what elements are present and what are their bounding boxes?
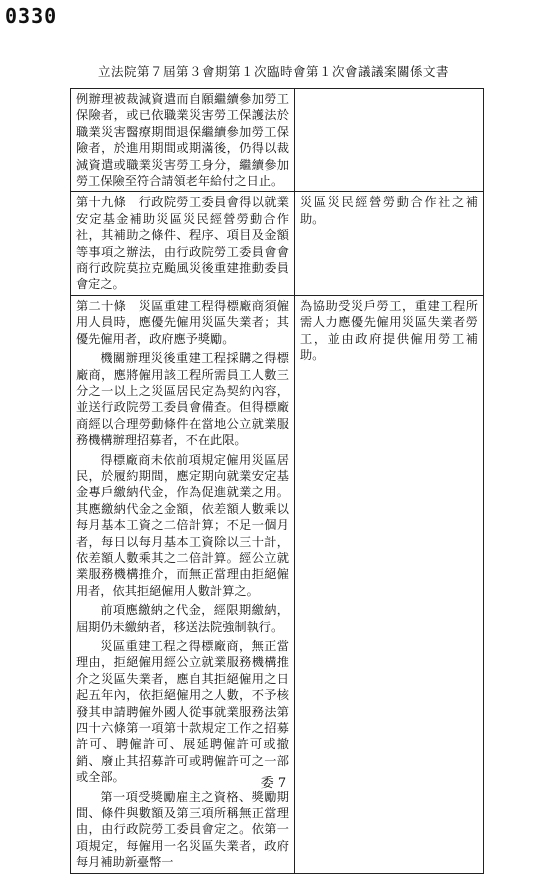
- provision-cell: [71, 89, 295, 192]
- article-19-text: 第十九條 行政院勞工委員會得以就業安定基金補助災區災民經營勞動合作社，其補助之條件、程序、項目及金額等事項之辦法，由行政院勞工委員會會商行政院莫拉克颱風災後重建推動委員會定之。: [76, 195, 289, 292]
- article-19-explanation: 災區災民經營勞動合作社之補助。: [300, 195, 478, 226]
- table-row: [71, 89, 484, 192]
- provision-cell: [71, 192, 295, 295]
- document-header: 立法院第７屆第３會期第１次臨時會第１次會議議案關係文書: [97, 64, 449, 79]
- article-20-explanation: 為協助受災戶勞工，重建工程所需人力應優先僱用災區失業者勞工，並由政府提供僱用勞工補助。: [300, 298, 478, 363]
- explanation-cell: [295, 192, 484, 295]
- provisions-table: [70, 88, 484, 874]
- explanation-cell: [295, 89, 484, 192]
- article-20-paragraph-6: 第一項受獎勵雇主之資格、獎勵期間、條件與數額及第三項所稱無正當理由，由行政院勞工委員會定之。依第一項規定，每僱用一名災區失業者，政府每月補助新臺幣一: [76, 789, 289, 870]
- article-20-paragraph-2: 機關辦理災後重建工程採購之得標廠商，應將僱用該工程所需員工人數三分之一以上之災區居民定為契約內容，並送行政院勞工委員會備查。但得標廠商經以合理勞動條件在當地公立就業服務機構辦理招募者，不在此限。: [76, 351, 289, 448]
- table-row: [71, 192, 484, 295]
- page-number: 0330: [5, 4, 58, 28]
- provision-text: 例辦理被裁減資遣而自願繼續參加勞工保險者，或已依職業災害勞工保護法於職業災害醫療期間退保繼續參加勞工保險者，於進用期間或期滿後，仍得以裁減資遣或職業災害勞工身分，繼續參加勞工保險至符合請領老年給付之日止。: [76, 92, 289, 189]
- article-20-paragraph-5: 災區重建工程之得標廠商，無正當理由，拒絕僱用經公立就業服務機構推介之災區失業者，應自其拒絕僱用之日起五年內，依拒絕僱用之人數，不予核發其申請聘僱外國人從事就業服務法第四十六條第一項第十款規定工作之招募許可、聘僱許可、展延聘僱許可或撤銷、廢止其招募許可或聘僱許可之一部或全部。: [76, 639, 289, 785]
- article-20-paragraph-3: 得標廠商未依前項規定僱用災區居民，於履約期間，應定期向就業安定基金專戶繳納代金，作為促進就業之用。其應繳納代金之金額，依差額人數乘以每月基本工資之二倍計算；不足一個月者，每日以每月基本工資除以三十計，依差額人數乘其之二倍計算。經公立就業服務機構推介，而無正當理由拒絕僱用者，依其拒絕僱用人數計算之。: [76, 452, 289, 598]
- article-20-text: 第二十條 災區重建工程得標廠商須僱用人員時，應優先僱用災區失業者；其優先僱用者，政府應予獎勵。: [76, 298, 289, 346]
- article-20-paragraph-4: 前項應繳納之代金，經限期繳納，屆期仍未繳納者，移送法院強制執行。: [76, 603, 289, 634]
- page-footer: 委 7: [260, 776, 287, 791]
